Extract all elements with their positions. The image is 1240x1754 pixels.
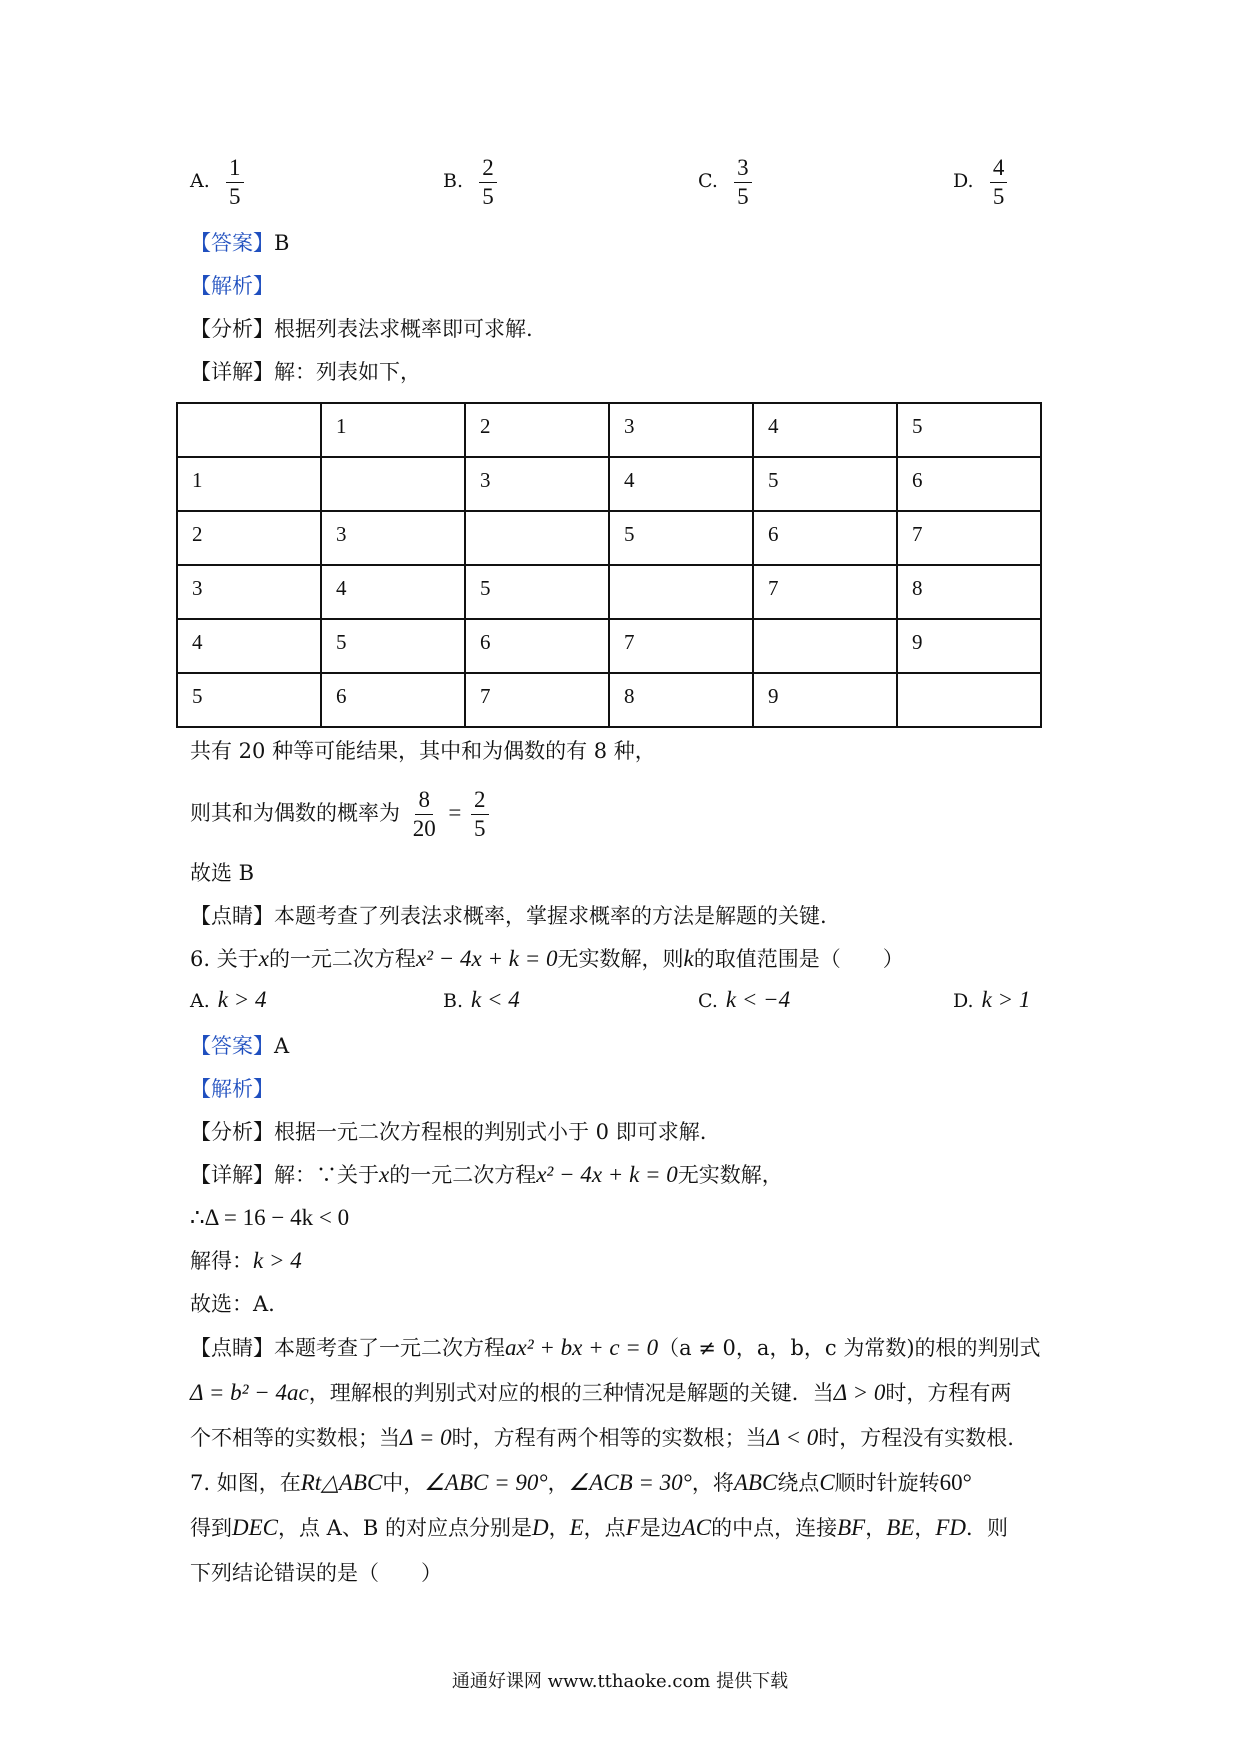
q6-option-b: B. k < 4 <box>443 987 520 1012</box>
q7-line-3: 下列结论错误的是（ ） <box>190 1561 442 1585</box>
q5-option-d: D. $\frac{4}{5}$ <box>953 154 1010 211</box>
table-cell: 8 <box>897 565 1041 619</box>
q5-answer: 【答案】B <box>190 231 290 255</box>
table-cell <box>321 457 465 511</box>
q5-choose: 故选 B <box>190 861 255 885</box>
q5-analysis-tag: 【解析】 <box>190 274 274 298</box>
page-footer: 通通好课网 www.tthaoke.com 提供下载 <box>451 1671 789 1692</box>
table-cell: 9 <box>897 619 1041 673</box>
table-cell: 4 <box>609 457 753 511</box>
sum-table <box>176 402 1042 728</box>
table-row <box>177 403 1041 457</box>
q6-option-a: A. k > 4 <box>190 987 267 1012</box>
q7-line-2: 得到DEC，点 A、B 的对应点分别是D，E，点F是边AC的中点，连接BF，BE，FD．则 <box>190 1515 1008 1540</box>
table-cell <box>897 673 1041 727</box>
q6-solve: 解得：k > 4 <box>190 1248 302 1273</box>
table-cell: 6 <box>897 457 1041 511</box>
table-cell: 4 <box>753 403 897 457</box>
table-cell: 1 <box>177 457 321 511</box>
table-cell: 7 <box>897 511 1041 565</box>
q7-line-1: 7. 如图，在Rt△ABC中，∠ABC = 90°，∠ACB = 30°，将ABC绕点C顺时针旋转60° <box>190 1470 972 1495</box>
table-cell: 2 <box>177 511 321 565</box>
table-cell: 6 <box>321 673 465 727</box>
q6-stem: 6. 关于x的一元二次方程x² − 4x + k = 0无实数解，则k的取值范围是（ ） <box>190 946 904 971</box>
table-row <box>177 673 1041 727</box>
table-cell <box>753 619 897 673</box>
table-cell: 7 <box>609 619 753 673</box>
q5-option-b: B. $\frac{2}{5}$ <box>443 154 500 211</box>
q6-delta: ∴Δ = 16 − 4k < 0 <box>190 1205 350 1230</box>
q6-dianjing-2: Δ = b² − 4ac，理解根的判别式对应的根的三种情况是解题的关键．当Δ > 0时，方程有两 <box>190 1380 1012 1405</box>
q6-analysis-tag: 【解析】 <box>190 1077 274 1101</box>
table-cell <box>177 403 321 457</box>
q5-detail: 【详解】解：列表如下， <box>190 360 421 384</box>
q6-option-c: C. k < −4 <box>698 987 791 1012</box>
table-cell: 7 <box>465 673 609 727</box>
table-cell: 6 <box>753 511 897 565</box>
table-cell: 6 <box>465 619 609 673</box>
q6-fenxi: 【分析】根据一元二次方程根的判别式小于 0 即可求解. <box>190 1120 707 1144</box>
table-cell: 8 <box>609 673 753 727</box>
q6-dianjing-1: 【点睛】本题考查了一元二次方程ax² + bx + c = 0（a ≠ 0，a，b，c 为常数)的根的判别式 <box>190 1335 1041 1360</box>
q5-probability: 则其和为偶数的概率为 $\frac{8}{20}$ = $\frac{2}{5}$ <box>190 780 492 846</box>
table-cell: 2 <box>465 403 609 457</box>
q5-fenxi: 【分析】根据列表法求概率即可求解. <box>190 317 533 341</box>
q6-option-d: D. k > 1 <box>953 987 1031 1012</box>
table-row <box>177 619 1041 673</box>
table-cell: 7 <box>753 565 897 619</box>
table-cell: 5 <box>321 619 465 673</box>
q5-dianjing: 【点睛】本题考查了列表法求概率，掌握求概率的方法是解题的关键. <box>190 904 827 928</box>
q6-detail: 【详解】解：∵关于x的一元二次方程x² − 4x + k = 0无实数解， <box>190 1162 783 1187</box>
table-cell: 3 <box>321 511 465 565</box>
table-cell: 4 <box>321 565 465 619</box>
table-cell <box>609 565 753 619</box>
table-cell: 5 <box>177 673 321 727</box>
table-cell: 3 <box>609 403 753 457</box>
table-cell: 5 <box>753 457 897 511</box>
q5-option-c: C. $\frac{3}{5}$ <box>698 154 755 211</box>
table-cell: 1 <box>321 403 465 457</box>
table-cell: 5 <box>465 565 609 619</box>
table-cell: 4 <box>177 619 321 673</box>
table-row <box>177 457 1041 511</box>
table-cell: 3 <box>177 565 321 619</box>
q6-answer: 【答案】A <box>190 1034 290 1058</box>
table-cell: 3 <box>465 457 609 511</box>
table-row <box>177 511 1041 565</box>
table-cell <box>465 511 609 565</box>
table-row <box>177 565 1041 619</box>
q5-option-a: A. $\frac{1}{5}$ <box>190 154 247 211</box>
q6-dianjing-3: 个不相等的实数根；当Δ = 0时，方程有两个相等的实数根；当Δ < 0时，方程没有实数根. <box>190 1425 1014 1450</box>
q5-result: 共有 20 种等可能结果，其中和为偶数的有 8 种， <box>190 739 656 763</box>
table-cell: 5 <box>897 403 1041 457</box>
table-cell: 5 <box>609 511 753 565</box>
table-cell: 9 <box>753 673 897 727</box>
q6-choose: 故选：A. <box>190 1292 275 1316</box>
